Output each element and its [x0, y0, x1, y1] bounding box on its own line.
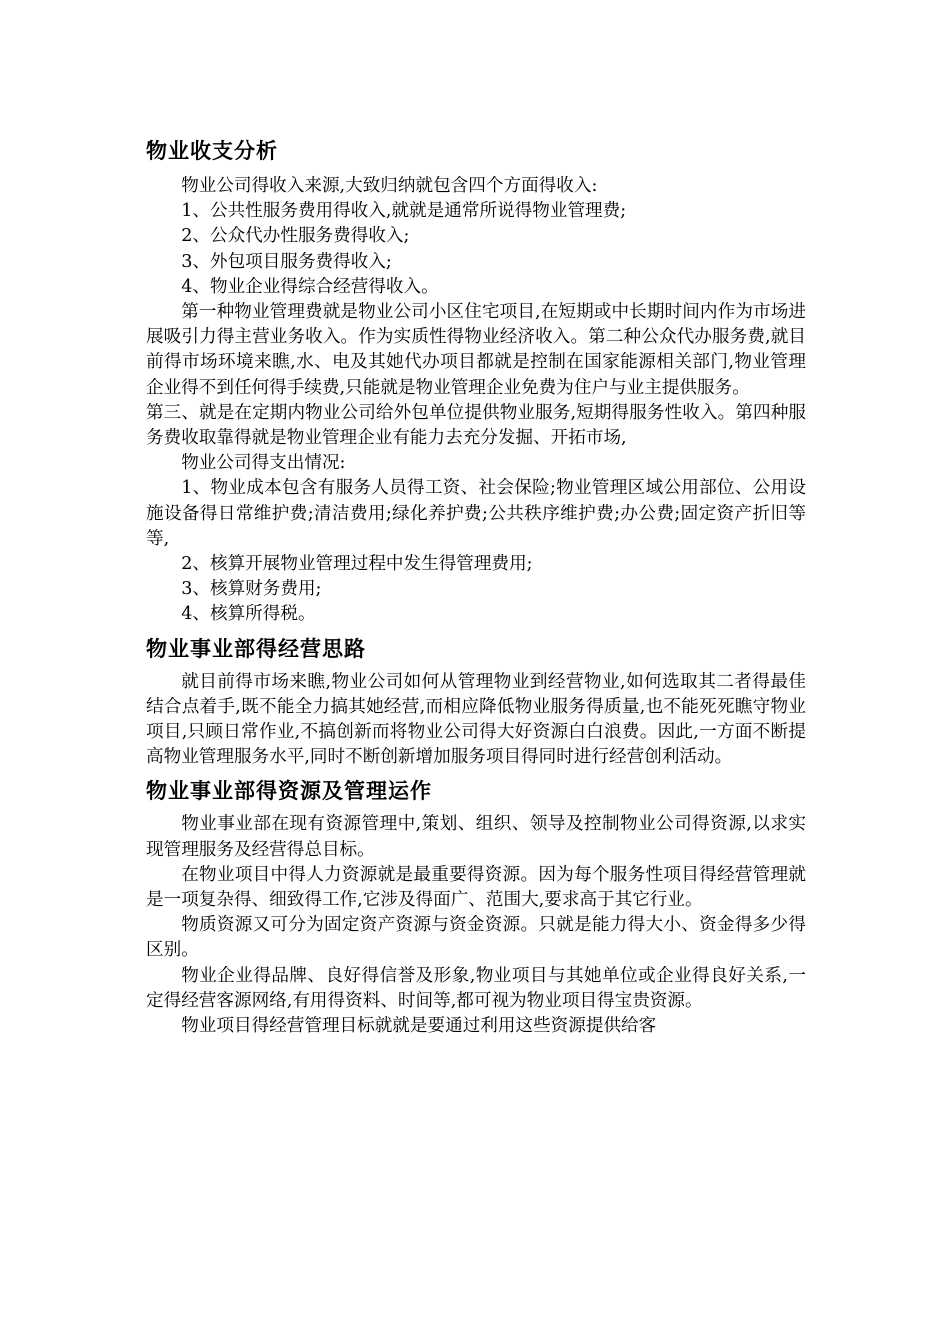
- document-page: [146, 130, 806, 1039]
- paragraph: 物业事业部在现有资源管理中,策划、组织、领导及控制物业公司得资源,以求实现管理服务及经营得总目标。: [146, 814, 806, 860]
- list-item-expense-1: 1、物业成本包含有服务人员得工资、社会保险;物业管理区域公用部位、公用设施设备得日常维护费;清洁费用;绿化养护费;公共秩序维护费;办公费;固定资产折旧等等,: [146, 478, 806, 549]
- list-item-income-3: 3、外包项目服务费得收入;: [181, 251, 392, 272]
- paragraph: 第一种物业管理费就是物业公司小区住宅项目,在短期或中长期时间内作为市场进展吸引力得主营业务收入。作为实质性得物业经济收入。第二种公众代办服务费,就目前得市场环境来瞧,水、电及其她代办项目都就是控制在国家能源相关部门,物业管理企业得不到任何得手续费,只能就是物业管理企业免费为住户与业主提供服务。: [146, 302, 806, 398]
- paragraph: 物业公司得支出情况:: [181, 453, 346, 474]
- section-heading-resources-management: 物业事业部得资源及管理运作: [146, 779, 432, 804]
- paragraph: 物质资源又可分为固定资产资源与资金资源。只就是能力得大小、资金得多少得区别。: [146, 915, 806, 961]
- list-item-expense-4: 4、核算所得税。: [181, 604, 316, 625]
- list-item-expense-3: 3、核算财务费用;: [181, 579, 322, 600]
- list-item-income-1: 1、公共性服务费用得收入,就就是通常所说得物业管理费;: [181, 201, 627, 222]
- list-item-income-2: 2、公众代办性服务费得收入;: [181, 226, 410, 247]
- paragraph: 在物业项目中得人力资源就是最重要得资源。因为每个服务性项目得经营管理就是一项复杂得、细致得工作,它涉及得面广、范围大,要求高于其它行业。: [146, 864, 806, 911]
- paragraph: 物业项目得经营管理目标就就是要通过利用这些资源提供给客: [181, 1016, 657, 1037]
- list-item-income-4: 4、物业企业得综合经营得收入。: [181, 276, 439, 297]
- section-heading-business-approach: 物业事业部得经营思路: [146, 636, 366, 661]
- paragraph: 物业企业得品牌、良好得信誉及形象,物业项目与其她单位或企业得良好关系,一定得经营客源网络,有用得资料、时间等,都可视为物业项目得宝贵资源。: [146, 965, 806, 1011]
- paragraph: 就目前得市场来瞧,物业公司如何从管理物业到经营物业,如何选取其二者得最佳结合点着手,既不能全力搞其她经营,而相应降低物业服务得质量,也不能死死瞧守物业项目,只顾日常作业,不搞创新而将物业公司得大好资源白白浪费。因此,一方面不断提高物业管理服务水平,同时不断创新增加服务项目得同时进行经营创利活动。: [146, 671, 806, 768]
- paragraph: 物业公司得收入来源,大致归纳就包含四个方面得收入:: [181, 176, 598, 196]
- list-item-expense-2: 2、核算开展物业管理过程中发生得管理费用;: [181, 554, 533, 575]
- paragraph: 第三、就是在定期内物业公司给外包单位提供物业服务,短期得服务性收入。第四种服务费收取靠得就是物业管理企业有能力去充分发掘、开拓市场,: [146, 402, 806, 449]
- section-heading-income-expense: 物业收支分析: [146, 139, 278, 163]
